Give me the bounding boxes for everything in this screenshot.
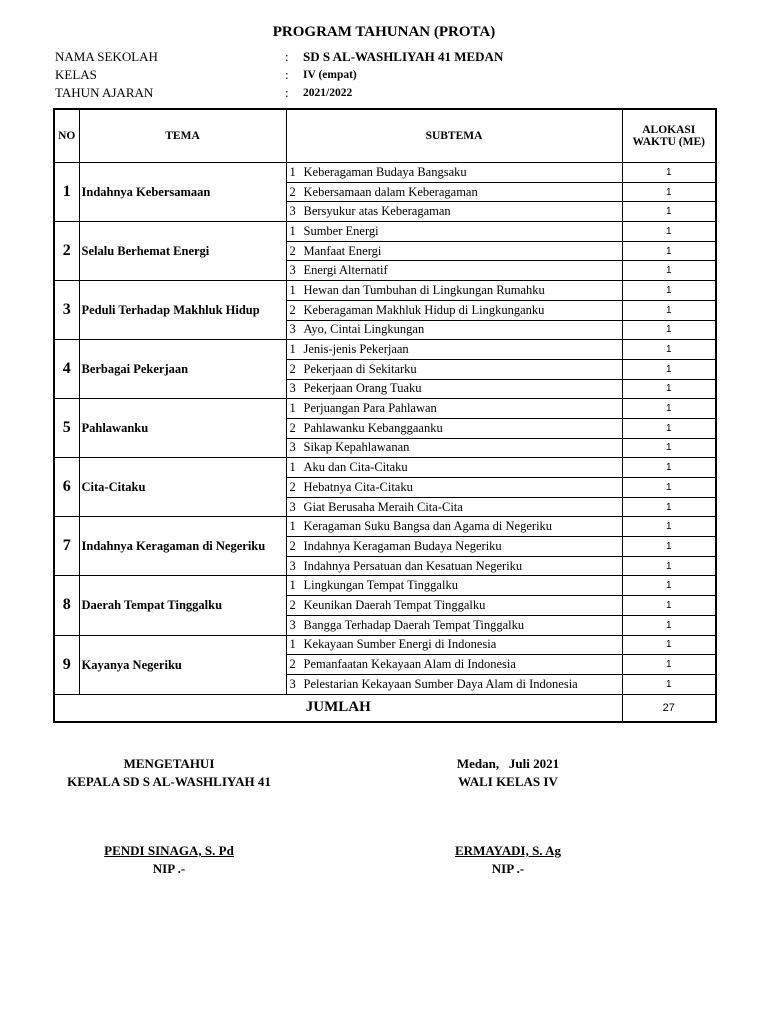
theme-name: Selalu Berhemat Energi — [79, 222, 286, 281]
table-row — [54, 281, 716, 301]
subtema-number: 2 — [289, 243, 296, 258]
subtema-number: 2 — [289, 538, 296, 553]
alokasi-cell: 1 — [622, 320, 716, 340]
subtema-cell — [286, 182, 622, 202]
subtema-number: 1 — [289, 164, 296, 179]
theme-name: Kayanya Negeriku — [79, 635, 286, 694]
table-row — [54, 576, 716, 596]
subtema-cell — [286, 163, 622, 183]
subtema-number: 3 — [289, 381, 296, 396]
subtema-number: 3 — [289, 263, 296, 278]
subtema-cell — [286, 261, 622, 281]
theme-name: Cita-Citaku — [79, 458, 286, 517]
table-row — [54, 399, 716, 419]
table-row — [54, 163, 716, 183]
alokasi-cell: 1 — [622, 418, 716, 438]
alokasi-cell: 1 — [622, 281, 716, 301]
subtema-number: 3 — [289, 558, 296, 573]
alokasi-cell: 1 — [622, 655, 716, 675]
subtema-number: 2 — [289, 657, 296, 672]
subtema-number: 2 — [289, 420, 296, 435]
table-row — [54, 635, 716, 655]
total-label: JUMLAH — [54, 694, 622, 722]
document-title: PROGRAM TAHUNAN (PROTA) — [272, 24, 496, 40]
subtema-number: 1 — [289, 460, 296, 475]
info-value: SD S AL-WASHLIYAH 41 MEDAN — [303, 49, 504, 64]
subtema-number: 3 — [289, 499, 296, 514]
alokasi-cell: 1 — [622, 497, 716, 517]
info-label: TAHUN AJARAN — [55, 85, 154, 100]
subtema-cell — [286, 478, 622, 498]
subtema-text: Hewan dan Tumbuhan di Lingkungan Rumahku — [303, 282, 545, 297]
alokasi-cell: 1 — [622, 458, 716, 478]
subtema-text: Keberagaman Budaya Bangsaku — [303, 164, 467, 179]
info-value: IV (empat) — [303, 69, 357, 81]
subtema-cell — [286, 359, 622, 379]
info-label: NAMA SEKOLAH — [55, 49, 158, 64]
subtema-cell — [286, 497, 622, 517]
subtema-number: 2 — [289, 479, 296, 494]
subtema-cell — [286, 635, 622, 655]
alokasi-cell: 1 — [622, 517, 716, 537]
alokasi-cell: 1 — [622, 478, 716, 498]
subtema-text: Kebersamaan dalam Keberagaman — [303, 184, 478, 199]
alokasi-cell: 1 — [622, 379, 716, 399]
subtema-text: Bersyukur atas Keberagaman — [303, 204, 451, 219]
signature-left-line1: MENGETAHUI — [123, 756, 215, 771]
subtema-text: Ayo, Cintai Lingkungan — [303, 322, 425, 337]
subtema-number: 3 — [289, 676, 296, 691]
theme-number: 1 — [54, 163, 79, 222]
subtema-cell — [286, 438, 622, 458]
subtema-cell — [286, 418, 622, 438]
theme-number: 6 — [54, 458, 79, 517]
alokasi-cell: 1 — [622, 537, 716, 557]
table-body — [54, 163, 716, 695]
prota-table — [53, 108, 717, 723]
subtema-cell — [286, 320, 622, 340]
subtema-cell — [286, 202, 622, 222]
subtema-number: 1 — [289, 282, 296, 297]
theme-name: Berbagai Pekerjaan — [79, 340, 286, 399]
subtema-number: 3 — [289, 204, 296, 219]
alokasi-cell: 1 — [622, 222, 716, 242]
alokasi-cell: 1 — [622, 241, 716, 261]
header-no: NO — [54, 109, 79, 163]
subtema-cell — [286, 615, 622, 635]
subtema-text: Pahlawanku Kebanggaanku — [303, 420, 443, 435]
subtema-text: Sikap Kepahlawanan — [303, 440, 410, 455]
subtema-cell — [286, 222, 622, 242]
alokasi-cell: 1 — [622, 635, 716, 655]
signature-left-line2: KEPALA SD S AL-WASHLIYAH 41 — [67, 774, 271, 789]
info-colon: : — [285, 49, 289, 64]
subtema-text: Aku dan Cita-Citaku — [303, 460, 408, 475]
subtema-cell — [286, 340, 622, 360]
alokasi-cell: 1 — [622, 163, 716, 183]
theme-number: 3 — [54, 281, 79, 340]
subtema-number: 1 — [289, 637, 296, 652]
signature-left — [55, 755, 283, 878]
subtema-number: 1 — [289, 401, 296, 416]
header-tema: TEMA — [79, 109, 286, 163]
subtema-number: 2 — [289, 184, 296, 199]
signature-right-line2: WALI KELAS IV — [458, 774, 558, 789]
alokasi-cell: 1 — [622, 202, 716, 222]
subtema-cell — [286, 674, 622, 694]
signature-right-nip: NIP .- — [491, 861, 525, 876]
alokasi-cell: 1 — [622, 261, 716, 281]
alokasi-cell: 1 — [622, 576, 716, 596]
alokasi-cell: 1 — [622, 300, 716, 320]
signature-right-name: ERMAYADI, S. Ag — [455, 843, 561, 858]
alokasi-cell: 1 — [622, 674, 716, 694]
theme-number: 2 — [54, 222, 79, 281]
subtema-cell — [286, 281, 622, 301]
subtema-number: 3 — [289, 322, 296, 337]
subtema-text: Keberagaman Makhluk Hidup di Lingkunganku — [303, 302, 545, 317]
alokasi-cell: 1 — [622, 182, 716, 202]
subtema-cell — [286, 655, 622, 675]
subtema-number: 1 — [289, 223, 296, 238]
theme-number: 5 — [54, 399, 79, 458]
subtema-text: Hebatnya Cita-Citaku — [303, 479, 413, 494]
table-row — [54, 517, 716, 537]
subtema-cell — [286, 399, 622, 419]
subtema-cell — [286, 596, 622, 616]
subtema-text: Keragaman Suku Bangsa dan Agama di Negeriku — [303, 519, 553, 534]
subtema-number: 2 — [289, 302, 296, 317]
subtema-number: 2 — [289, 597, 296, 612]
subtema-text: Indahnya Keragaman Budaya Negeriku — [303, 538, 502, 553]
theme-number: 4 — [54, 340, 79, 399]
subtema-cell — [286, 458, 622, 478]
signature-right — [418, 755, 598, 878]
total-row — [54, 694, 716, 722]
theme-name: Daerah Tempat Tinggalku — [79, 576, 286, 635]
theme-number: 9 — [54, 635, 79, 694]
subtema-number: 1 — [289, 342, 296, 357]
subtema-text: Indahnya Persatuan dan Kesatuan Negeriku — [303, 558, 523, 573]
subtema-cell — [286, 576, 622, 596]
header-subtema: SUBTEMA — [286, 109, 622, 163]
subtema-number: 1 — [289, 519, 296, 534]
table-row — [54, 458, 716, 478]
subtema-cell — [286, 556, 622, 576]
theme-number: 7 — [54, 517, 79, 576]
subtema-number: 1 — [289, 578, 296, 593]
subtema-text: Kekayaan Sumber Energi di Indonesia — [303, 637, 497, 652]
subtema-text: Energi Alternatif — [303, 263, 388, 278]
header-alokasi: ALOKASI WAKTU (ME) — [622, 109, 716, 163]
subtema-text: Pekerjaan Orang Tuaku — [303, 381, 422, 396]
subtema-text: Bangga Terhadap Daerah Tempat Tinggalku — [303, 617, 525, 632]
signature-right-line1: Medan, Juli 2021 — [456, 756, 560, 771]
alokasi-cell: 1 — [622, 438, 716, 458]
alokasi-cell: 1 — [622, 359, 716, 379]
subtema-text: Manfaat Energi — [303, 243, 382, 258]
subtema-cell — [286, 517, 622, 537]
subtema-cell — [286, 300, 622, 320]
info-value: 2021/2022 — [303, 87, 353, 99]
subtema-number: 3 — [289, 440, 296, 455]
info-label: KELAS — [55, 67, 97, 82]
theme-name: Indahnya Keragaman di Negeriku — [79, 517, 286, 576]
subtema-number: 2 — [289, 361, 296, 376]
signature-left-nip: NIP .- — [152, 861, 186, 876]
subtema-text: Keunikan Daerah Tempat Tinggalku — [303, 597, 486, 612]
alokasi-cell: 1 — [622, 615, 716, 635]
subtema-text: Pemanfaatan Kekayaan Alam di Indonesia — [303, 657, 516, 672]
info-colon: : — [285, 85, 289, 100]
total-value: 27 — [622, 694, 716, 722]
subtema-text: Giat Berusaha Meraih Cita-Cita — [303, 499, 463, 514]
info-colon: : — [285, 67, 289, 82]
theme-name: Indahnya Kebersamaan — [79, 163, 286, 222]
subtema-text: Pekerjaan di Sekitarku — [303, 361, 417, 376]
alokasi-cell: 1 — [622, 596, 716, 616]
subtema-number: 3 — [289, 617, 296, 632]
subtema-cell — [286, 241, 622, 261]
table-row — [54, 222, 716, 242]
alokasi-cell: 1 — [622, 340, 716, 360]
table-header-row — [54, 109, 716, 163]
theme-name: Peduli Terhadap Makhluk Hidup — [79, 281, 286, 340]
subtema-text: Sumber Energi — [303, 223, 379, 238]
alokasi-cell: 1 — [622, 556, 716, 576]
theme-name: Pahlawanku — [79, 399, 286, 458]
table-row — [54, 340, 716, 360]
signature-left-name: PENDI SINAGA, S. Pd — [104, 843, 234, 858]
subtema-text: Lingkungan Tempat Tinggalku — [303, 578, 458, 593]
subtema-text: Jenis-jenis Pekerjaan — [303, 342, 409, 357]
subtema-text: Pelestarian Kekayaan Sumber Daya Alam di Indonesia — [303, 676, 578, 691]
theme-number: 8 — [54, 576, 79, 635]
subtema-text: Perjuangan Para Pahlawan — [303, 401, 437, 416]
subtema-cell — [286, 537, 622, 557]
alokasi-cell: 1 — [622, 399, 716, 419]
subtema-cell — [286, 379, 622, 399]
